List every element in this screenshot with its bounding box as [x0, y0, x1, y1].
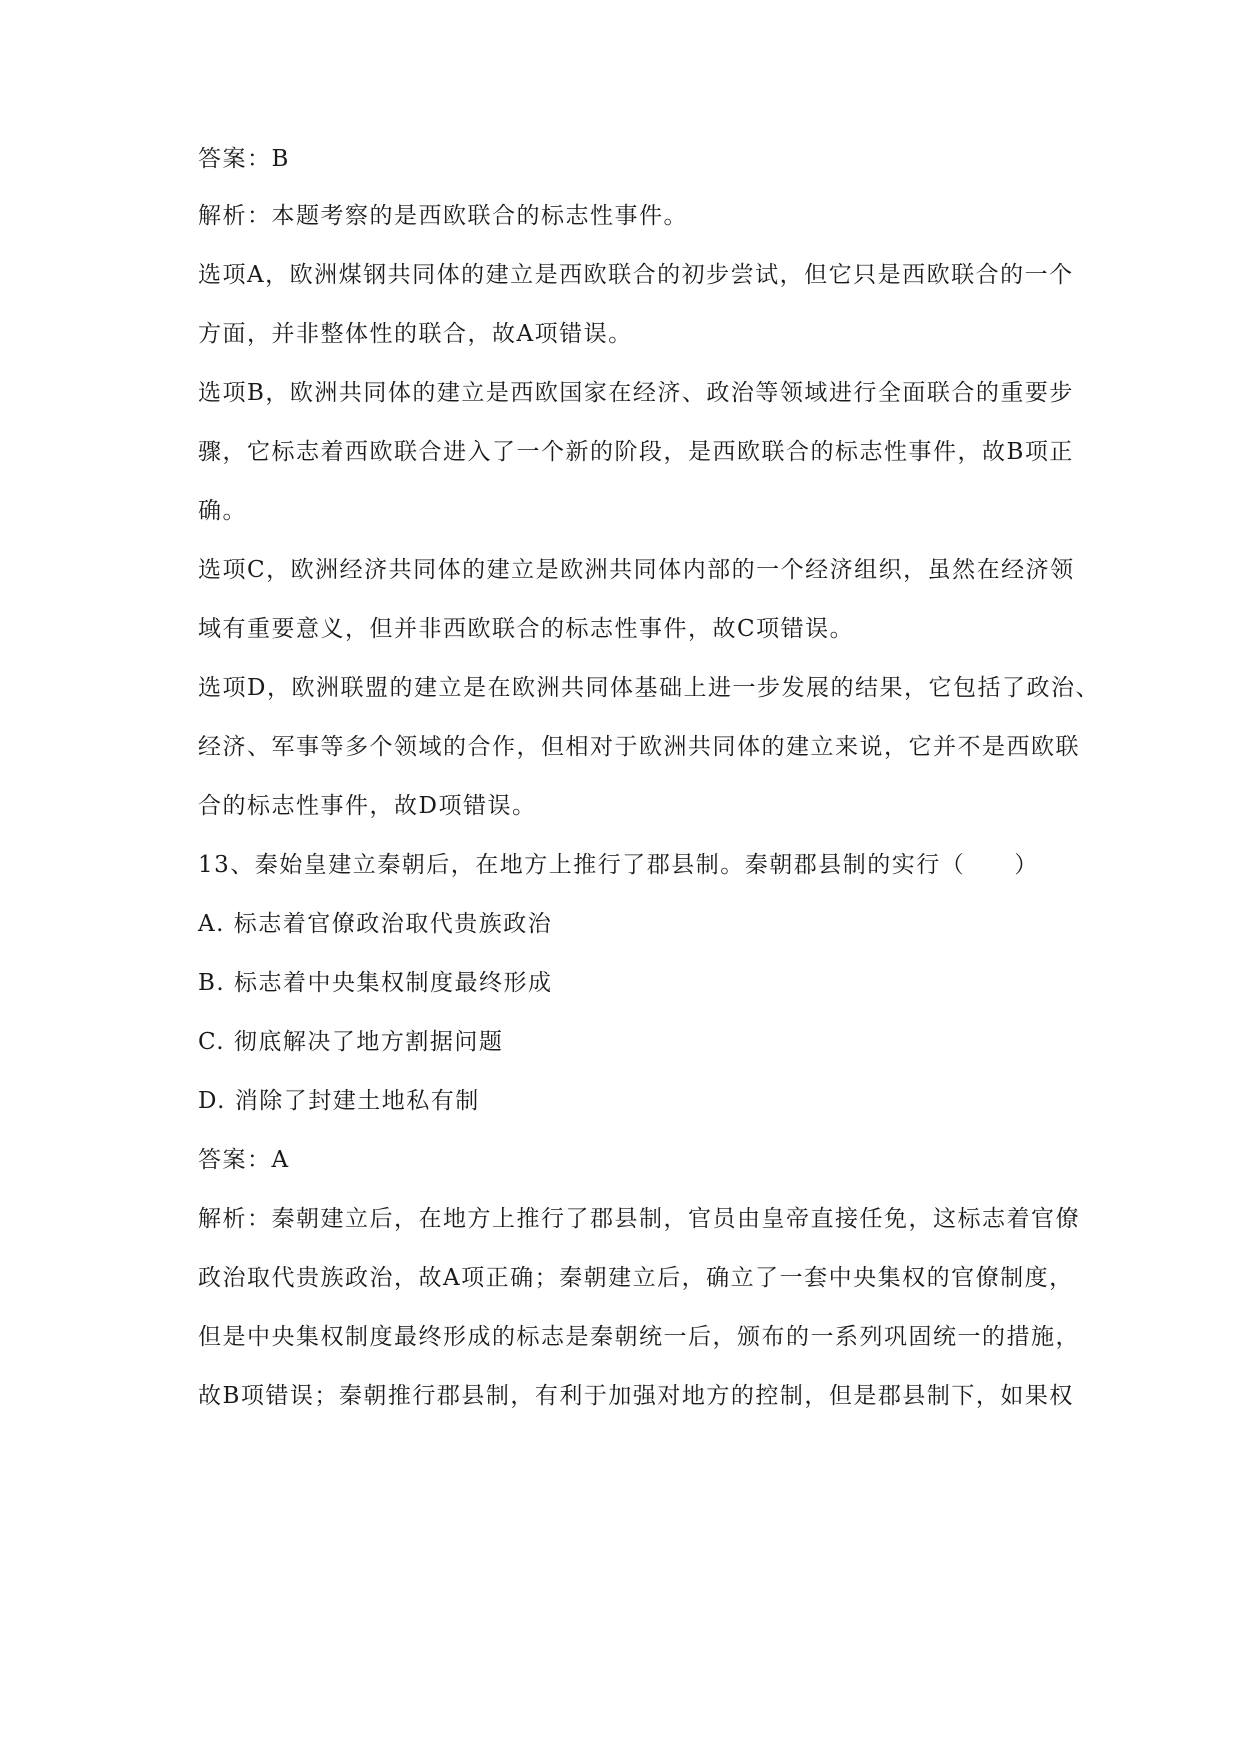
q13-analysis-line4: 故B项错误；秦朝推行郡县制，有利于加强对地方的控制，但是郡县制下，如果权 — [198, 1383, 1074, 1409]
q13-analysis-line3: 但是中央集权制度最终形成的标志是秦朝统一后，颁布的一系列巩固统一的措施， — [198, 1324, 1080, 1350]
q13-answer: 答案：A — [198, 1147, 290, 1173]
q12-option-d-line1: 选项D，欧洲联盟的建立是在欧洲共同体基础上进一步发展的结果，它包括了政治、 — [198, 675, 1100, 701]
q12-answer: 答案：B — [198, 146, 290, 172]
q12-option-d-line3: 合的标志性事件，故D项错误。 — [198, 793, 537, 819]
q13-question: 13、秦始皇建立秦朝后，在地方上推行了郡县制。秦朝郡县制的实行（ ） — [198, 852, 1039, 878]
q12-option-b-line3: 确。 — [198, 498, 247, 524]
q13-analysis-line1: 解析：秦朝建立后，在地方上推行了郡县制，官员由皇帝直接任免，这标志着官僚 — [198, 1206, 1080, 1232]
q13-choice-b: B. 标志着中央集权制度最终形成 — [198, 970, 553, 996]
q12-option-b-line2: 骤，它标志着西欧联合进入了一个新的阶段，是西欧联合的标志性事件，故B项正 — [198, 439, 1074, 465]
q12-option-b-line1: 选项B，欧洲共同体的建立是西欧国家在经济、政治等领域进行全面联合的重要步 — [198, 380, 1074, 406]
q12-option-c-line1: 选项C，欧洲经济共同体的建立是欧洲共同体内部的一个经济组织，虽然在经济领 — [198, 557, 1075, 583]
q12-option-d-line2: 经济、军事等多个领域的合作，但相对于欧洲共同体的建立来说，它并不是西欧联 — [198, 734, 1080, 760]
q13-choice-a: A. 标志着官僚政治取代贵族政治 — [198, 911, 553, 937]
q12-option-a-line1: 选项A，欧洲煤钢共同体的建立是西欧联合的初步尝试，但它只是西欧联合的一个 — [198, 262, 1074, 288]
q13-analysis-line2: 政治取代贵族政治，故A项正确；秦朝建立后，确立了一套中央集权的官僚制度， — [198, 1265, 1074, 1291]
q13-choice-d: D. 消除了封建土地私有制 — [198, 1088, 480, 1114]
q12-option-a-line2: 方面，并非整体性的联合，故A项错误。 — [198, 321, 633, 347]
q12-option-c-line2: 域有重要意义，但并非西欧联合的标志性事件，故C项错误。 — [198, 616, 855, 642]
q12-analysis-intro: 解析：本题考察的是西欧联合的标志性事件。 — [198, 203, 688, 229]
q13-choice-c: C. 彻底解决了地方割据问题 — [198, 1029, 504, 1055]
